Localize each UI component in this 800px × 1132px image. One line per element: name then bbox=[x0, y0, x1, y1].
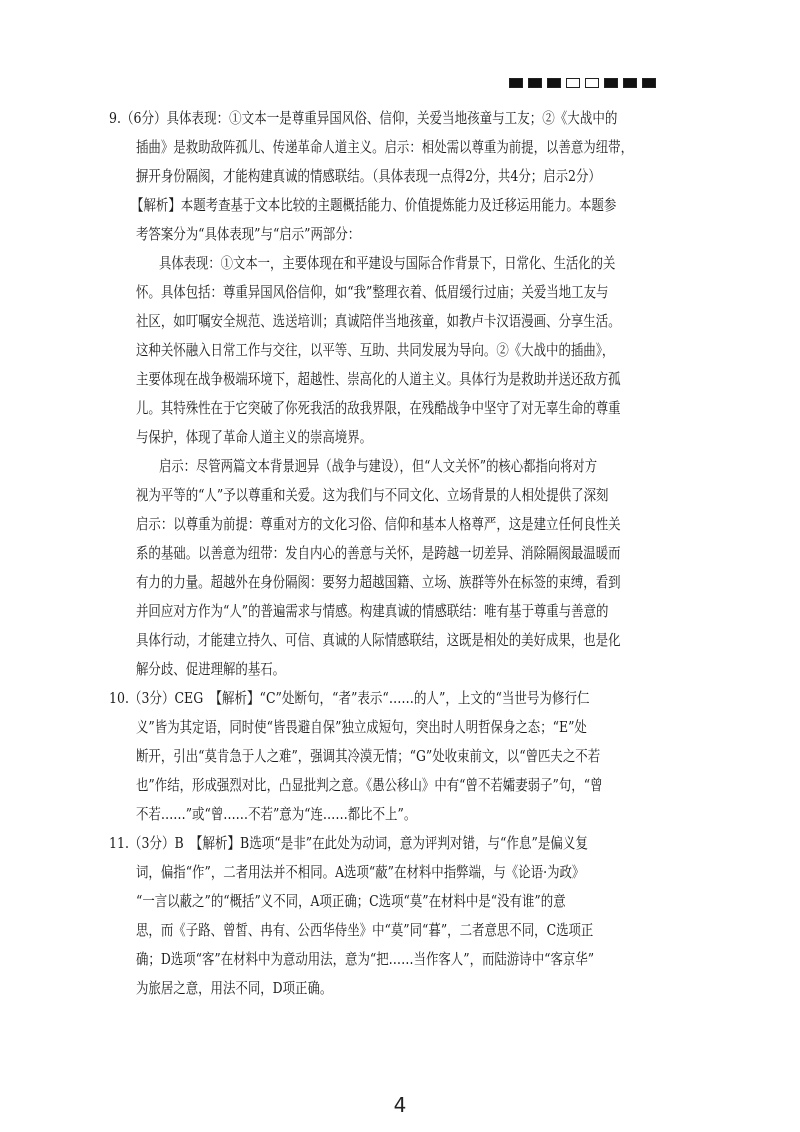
text-line: 解分歧、促进理解的基石。 bbox=[136, 660, 286, 678]
text-line: 摒开身份隔阂，才能构建真诚的情感联结。（具体表现一点得2分，共4分；启示2分） bbox=[136, 167, 601, 185]
text-line: 与保护，体现了革命人道主义的崇高境界。 bbox=[136, 428, 373, 446]
text-line: 思，而《子路、曾皙、冉有、公西华侍坐》中“莫”同“暮”，二者意思不同，C选项正 bbox=[136, 921, 594, 939]
page-number: 4 bbox=[393, 1093, 407, 1117]
text-line: 考答案分为“具体表现”与“启示”两部分： bbox=[136, 225, 361, 243]
text-line: 11.（3分）B 【解析】B选项“是非”在此处为动词，意为评判对错，与“作息”是偏义复 bbox=[109, 834, 588, 852]
text-line: 怀。具体包括：尊重异国风俗信仰，如“我”整理衣着、低眉缓行过庙；关爱当地工友与 bbox=[136, 283, 609, 301]
header-square-1 bbox=[509, 78, 523, 88]
text-line: 儿。其特殊性在于它突破了你死我活的敌我界限，在残酷战争中坚守了对无辜生命的尊重 bbox=[136, 399, 621, 417]
header-square-4 bbox=[566, 78, 580, 88]
text-line: 具体行动，才能建立持久、可信、真诚的人际情感联结，这既是相处的美好成果，也是化 bbox=[136, 631, 621, 649]
text-line: 9.（6分）具体表现：①文本一是尊重异国风俗、信仰，关爱当地孩童与工友；②《大战中的 bbox=[109, 109, 618, 127]
text-line: 断开，引出“莫肯急于人之难”，强调其冷漠无情；“G”处收束前文，以“曾匹夫之不若 bbox=[136, 747, 601, 765]
text-line: 这种关怀融入日常工作与交往，以平等、互助、共同发展为导向。②《大战中的插曲》， bbox=[136, 341, 615, 359]
text-line: 具体表现：①文本一，主要体现在和平建设与国际合作背景下，日常化、生活化的关 bbox=[159, 254, 616, 272]
text-line: 启示：尽管两篇文本背景迥异（战争与建设），但“人文关怀”的核心都指向将对方 bbox=[159, 457, 598, 475]
text-line: 有力的力量。超越外在身份隔阂：要努力超越国籍、立场、族群等外在标签的束缚，看到 bbox=[136, 573, 621, 591]
header-marks bbox=[509, 78, 656, 88]
text-line: “一言以蔽之”的“概括”义不同，A项正确；C选项“莫”在材料中是“没有谁”的意 bbox=[136, 892, 566, 910]
text-line: 义”皆为其定语，同时使“皆畏避自保”独立成短句，突出时人明哲保身之态；“E”处 bbox=[136, 718, 587, 736]
text-line: 并回应对方作为“人”的普遍需求与情感。构建真诚的情感联结：唯有基于尊重与善意的 bbox=[136, 602, 609, 620]
text-line: 主要体现在战争极端环境下，超越性、崇高化的人道主义。具体行为是救助并送还敌方孤 bbox=[136, 370, 621, 388]
header-square-7 bbox=[623, 78, 637, 88]
header-square-6 bbox=[604, 78, 618, 88]
text-line: 视为平等的“人”予以尊重和关爱。这为我们与不同文化、立场背景的人相处提供了深刻 bbox=[136, 486, 609, 504]
text-line: 插曲》是救助敌阵孤儿、传递革命人道主义。启示：相处需以尊重为前提，以善意为纽带， bbox=[136, 138, 634, 156]
text-line: 确；D选项“客”在材料中为意动用法，意为“把……当作客人”，而陆游诗中“客京华” bbox=[136, 950, 595, 968]
text-line: 词，偏指“作”，二者用法并不相同。A选项“蔽”在材料中指弊端，与《论语·为政》 bbox=[136, 863, 585, 881]
text-line: 启示：以尊重为前提：尊重对方的文化习俗、信仰和基本人格尊严，这是建立任何良性关 bbox=[136, 515, 621, 533]
text-line: 不若……”或“曾……不若”意为“连……都比不上”。 bbox=[136, 805, 417, 823]
header-square-3 bbox=[547, 78, 561, 88]
text-line: 也”作结，形成强烈对比，凸显批判之意。《愚公移山》中有“曾不若孀妻弱子”句，“曾 bbox=[136, 776, 603, 794]
text-line: 【解析】本题考查基于文本比较的主题概括能力、价值提炼能力及迁移运用能力。本题参 bbox=[131, 196, 617, 214]
text-line: 社区，如叮嘱安全规范、选送培训；真诚陪伴当地孩童，如教卢卡汉语漫画、分享生活。 bbox=[136, 312, 621, 330]
header-square-8 bbox=[642, 78, 656, 88]
header-square-2 bbox=[528, 78, 542, 88]
text-line: 为旅居之意，用法不同，D项正确。 bbox=[136, 979, 333, 997]
text-line: 系的基础。以善意为纽带：发自内心的善意与关怀，是跨越一切差异、消除隔阂最温暖而 bbox=[136, 544, 621, 562]
header-square-5 bbox=[585, 78, 599, 88]
text-line: 10.（3分）CEG 【解析】“C”处断句，“者”表示“……的人”，上文的“当世号为修行仁 bbox=[109, 689, 590, 707]
